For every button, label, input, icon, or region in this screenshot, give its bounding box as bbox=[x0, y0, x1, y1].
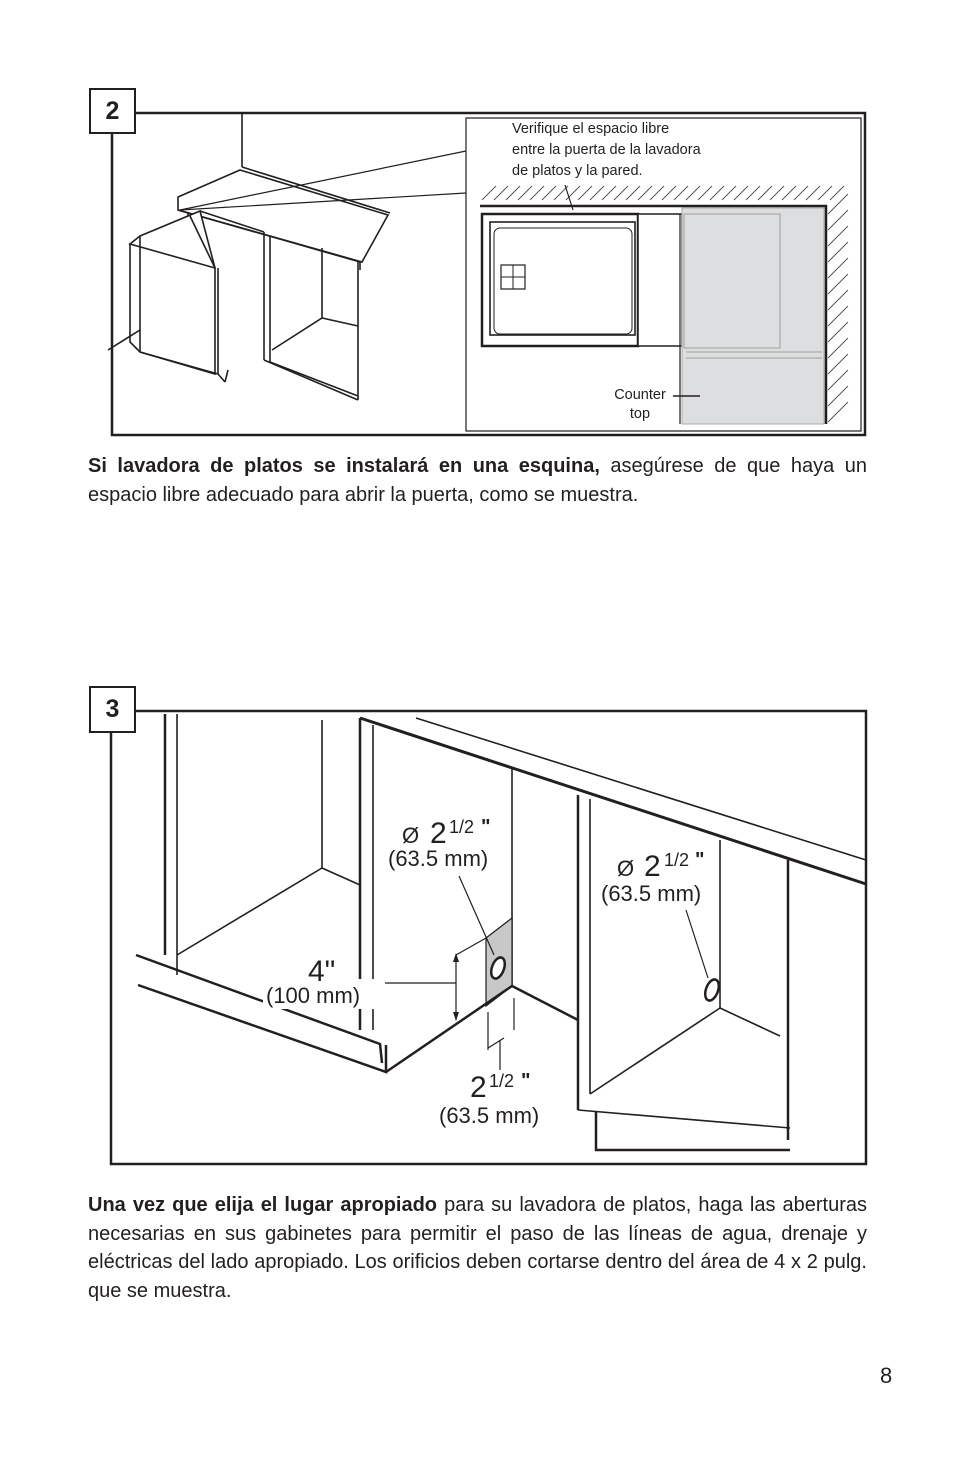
hole-right-whole: 2 bbox=[644, 850, 661, 883]
paragraph-2-bold: Una vez que elija el lugar apropiado bbox=[88, 1194, 438, 1216]
height-dimension-mm: (100 mm) bbox=[266, 983, 361, 1008]
hole-left-whole: 2 bbox=[430, 817, 447, 850]
counter-top-label-line-1: Counter bbox=[614, 387, 666, 403]
hole-left-diameter-symbol: Ø bbox=[402, 823, 420, 848]
counter-top-label-line-2: top bbox=[629, 406, 651, 422]
step-3-number: 3 bbox=[105, 695, 120, 723]
width-dimension-mm: (63.5 mm) bbox=[439, 1103, 540, 1128]
left-cabinet bbox=[136, 714, 386, 1072]
height-dimension-value: 4" bbox=[308, 955, 336, 988]
width-dimension-whole: 2 bbox=[470, 1071, 487, 1104]
width-dimension-fraction: 1/2 bbox=[489, 1071, 515, 1091]
paragraph-1-text: asegúrese de que haya un espacio libre adecuado para abrir la puerta, como se muestra. bbox=[88, 455, 867, 506]
hole-left-mm: (63.5 mm) bbox=[388, 846, 489, 871]
paragraph-2-text: para su lavadora de platos, haga las aberturas necesarias en sus gabinetes para permitir el paso de las líneas de agua, drenaje y eléctricas del lado apropiado. Los orificios deben cortarse dentro del área de 4 x 2 pulg. que se muestra. bbox=[88, 1194, 867, 1302]
width-dimension-inch: " bbox=[521, 1070, 531, 1092]
step-3-badge bbox=[89, 686, 136, 733]
callout-line-2: entre la puerta de la lavadora bbox=[512, 142, 701, 158]
hole-right-mark bbox=[703, 978, 722, 1003]
callout-line-3: de platos y la pared. bbox=[512, 163, 643, 179]
step-2-number: 2 bbox=[105, 97, 120, 125]
hole-right-fraction: 1/2 bbox=[664, 850, 690, 870]
hole-right-diameter-symbol: Ø bbox=[617, 856, 635, 881]
hole-right-mm: (63.5 mm) bbox=[601, 881, 702, 906]
page-number: 8 bbox=[880, 1363, 893, 1388]
hole-left-fraction: 1/2 bbox=[449, 817, 475, 837]
callout-line-1: Verifique el espacio libre bbox=[512, 121, 670, 137]
paragraph-1-bold: Si lavadora de platos se instalará en una esquina, bbox=[88, 455, 600, 477]
hole-right-inch: " bbox=[695, 849, 705, 871]
hole-left-inch: " bbox=[481, 816, 491, 838]
paragraph-cabinet-openings bbox=[88, 1191, 867, 1305]
